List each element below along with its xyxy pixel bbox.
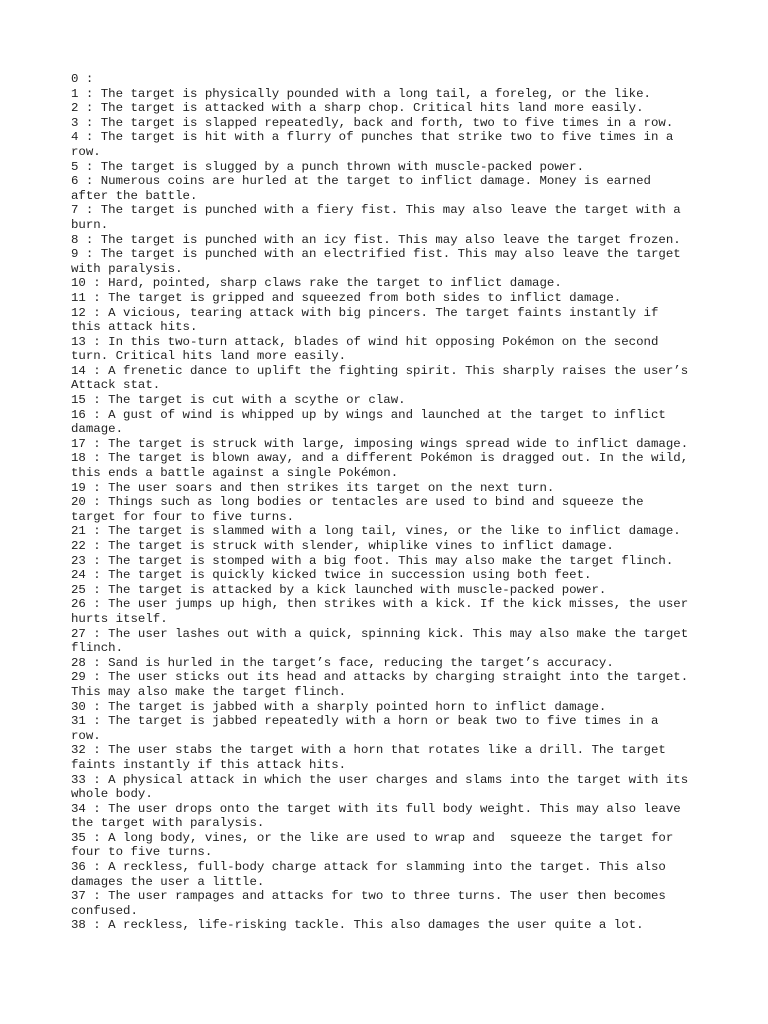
text-line: 30 : The target is jabbed with a sharply pointed horn to inflict damage. xyxy=(71,699,607,714)
text-line: four to five turns. xyxy=(71,845,213,860)
text-line: 31 : The target is jabbed repeatedly with a horn or beak two to five times in a xyxy=(71,714,659,729)
text-line: this ends a battle against a single Pokémon. xyxy=(71,466,399,481)
text-line: turn. Critical hits land more easily. xyxy=(71,349,347,364)
text-line: 0 : xyxy=(71,72,94,86)
text-line: 26 : The user jumps up high, then strikes with a kick. If the kick misses, the user xyxy=(71,597,689,612)
text-line: 4 : The target is hit with a flurry of punches that strike two to five times in a xyxy=(71,130,674,145)
text-line: This may also make the target flinch. xyxy=(71,684,347,699)
text-line: 28 : Sand is hurled in the target’s face, reducing the target’s accuracy. xyxy=(71,655,614,670)
text-line: 13 : In this two-turn attack, blades of wind hit opposing Pokémon on the second xyxy=(71,334,659,349)
text-line: row. xyxy=(71,144,101,159)
text-line: 3 : The target is slapped repeatedly, back and forth, two to five times in a row. xyxy=(71,115,674,130)
text-line: with paralysis. xyxy=(71,261,183,276)
text-line: 38 : A reckless, life-risking tackle. This also damages the user quite a lot. xyxy=(71,918,644,933)
text-line: 5 : The target is slugged by a punch thrown with muscle-packed power. xyxy=(71,159,585,174)
text-line: 8 : The target is punched with an icy fist. This may also leave the target frozen. xyxy=(71,232,681,247)
text-line: faints instantly if this attack hits. xyxy=(71,757,347,772)
text-line: this attack hits. xyxy=(71,320,198,335)
text-line: 10 : Hard, pointed, sharp claws rake the target to inflict damage. xyxy=(71,276,562,291)
text-line: 32 : The user stabs the target with a horn that rotates like a drill. The target xyxy=(71,743,666,758)
text-line: after the battle. xyxy=(71,188,198,203)
text-line: 2 : The target is attacked with a sharp chop. Critical hits land more easily. xyxy=(71,101,644,116)
text-line: 7 : The target is punched with a fiery fist. This may also leave the target with a xyxy=(71,203,681,218)
text-line: 12 : A vicious, tearing attack with big pincers. The target faints instantly if xyxy=(71,305,659,320)
text-line: 11 : The target is gripped and squeezed from both sides to inflict damage. xyxy=(71,290,622,305)
text-line: 18 : The target is blown away, and a different Pokémon is dragged out. In the wild, xyxy=(71,451,689,466)
text-line: 34 : The user drops onto the target with its full body weight. This may also leave xyxy=(71,801,681,816)
text-line: hurts itself. xyxy=(71,611,168,626)
text-line: flinch. xyxy=(71,641,124,656)
text-line: 15 : The target is cut with a scythe or claw. xyxy=(71,393,406,408)
text-line: 6 : Numerous coins are hurled at the target to inflict damage. Money is earned xyxy=(71,174,651,189)
text-line: 36 : A reckless, full-body charge attack for slamming into the target. This also xyxy=(71,860,666,875)
text-line: 21 : The target is slammed with a long tail, vines, or the like to inflict damage. xyxy=(71,524,681,539)
text-line: 9 : The target is punched with an electrified fist. This may also leave the target xyxy=(71,247,681,262)
text-line: 33 : A physical attack in which the user charges and slams into the target with its xyxy=(71,772,689,787)
text-line: 24 : The target is quickly kicked twice in succession using both feet. xyxy=(71,568,592,583)
text-line: whole body. xyxy=(71,787,153,802)
text-line: 27 : The user lashes out with a quick, spinning kick. This may also make the target xyxy=(71,626,689,641)
text-line: target for four to five turns. xyxy=(71,509,295,524)
text-line: 14 : A frenetic dance to uplift the fighting spirit. This sharply raises the user’s xyxy=(71,363,689,378)
text-line: 16 : A gust of wind is whipped up by wings and launched at the target to inflict xyxy=(71,407,666,422)
text-line: 37 : The user rampages and attacks for two to three turns. The user then becomes xyxy=(71,889,666,904)
text-line: damage. xyxy=(71,422,124,437)
text-line: row. xyxy=(71,728,101,743)
text-line: 25 : The target is attacked by a kick launched with muscle-packed power. xyxy=(71,582,607,597)
text-line: 22 : The target is struck with slender, whiplike vines to inflict damage. xyxy=(71,539,614,553)
text-line: 35 : A long body, vines, or the like are used to wrap and squeeze the target for xyxy=(71,830,674,845)
text-line: the target with paralysis. xyxy=(71,816,265,831)
text-line: damages the user a little. xyxy=(71,874,265,889)
text-line: 20 : Things such as long bodies or tentacles are used to bind and squeeze the xyxy=(71,495,644,510)
text-line: 19 : The user soars and then strikes its target on the next turn. xyxy=(71,480,555,495)
text-line: 29 : The user sticks out its head and attacks by charging straight into the target. xyxy=(71,670,689,685)
text-line: 1 : The target is physically pounded with a long tail, a foreleg, or the like. xyxy=(71,86,651,101)
document-text xyxy=(71,72,711,933)
text-line: Attack stat. xyxy=(71,378,161,393)
text-line: confused. xyxy=(71,903,138,918)
text-line: 23 : The target is stomped with a big foot. This may also make the target flinch. xyxy=(71,553,674,568)
text-line: 17 : The target is struck with large, imposing wings spread wide to inflict damage. xyxy=(71,436,689,451)
text-line: burn. xyxy=(71,217,109,232)
